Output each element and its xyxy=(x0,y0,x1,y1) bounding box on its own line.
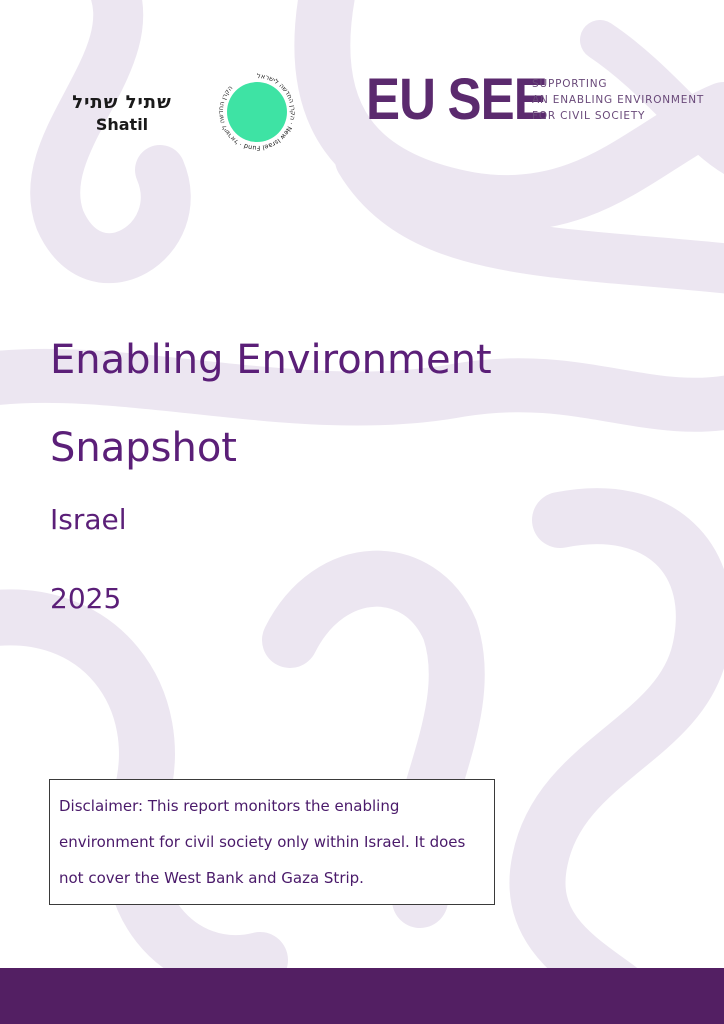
eu-see-logo xyxy=(366,67,547,132)
report-country: Israel xyxy=(50,503,127,536)
disclaimer-box: Disclaimer: This report monitors the enabling environment for civil society only within Israel. It does not cover the West Bank and Gaza Strip. xyxy=(49,779,495,905)
eu-see-logo-eu: EU xyxy=(366,67,436,132)
tagline-line: SUPPORTING xyxy=(532,78,608,90)
footer-bar xyxy=(0,968,724,1024)
shatil-hebrew-wordmark: שתיל שתיל xyxy=(72,92,172,113)
eu-see-tagline xyxy=(532,76,722,124)
tagline-line: FOR CIVIL SOCIETY xyxy=(532,110,646,122)
tagline-line: AN ENABLING ENVIRONMENT xyxy=(532,94,705,106)
report-title: Enabling Environment Snapshot xyxy=(50,337,492,471)
shatil-latin-wordmark: Shatil xyxy=(95,115,149,134)
eu-see-logo-see: SEE xyxy=(447,67,547,132)
new-israel-fund-logo xyxy=(205,72,305,152)
report-year: 2025 xyxy=(50,582,122,615)
nif-ring-text: הקרן החדשה לישראל · New Israel Fund · הקרן החדשה לישראל xyxy=(216,72,298,152)
shatil-logo xyxy=(62,92,182,136)
